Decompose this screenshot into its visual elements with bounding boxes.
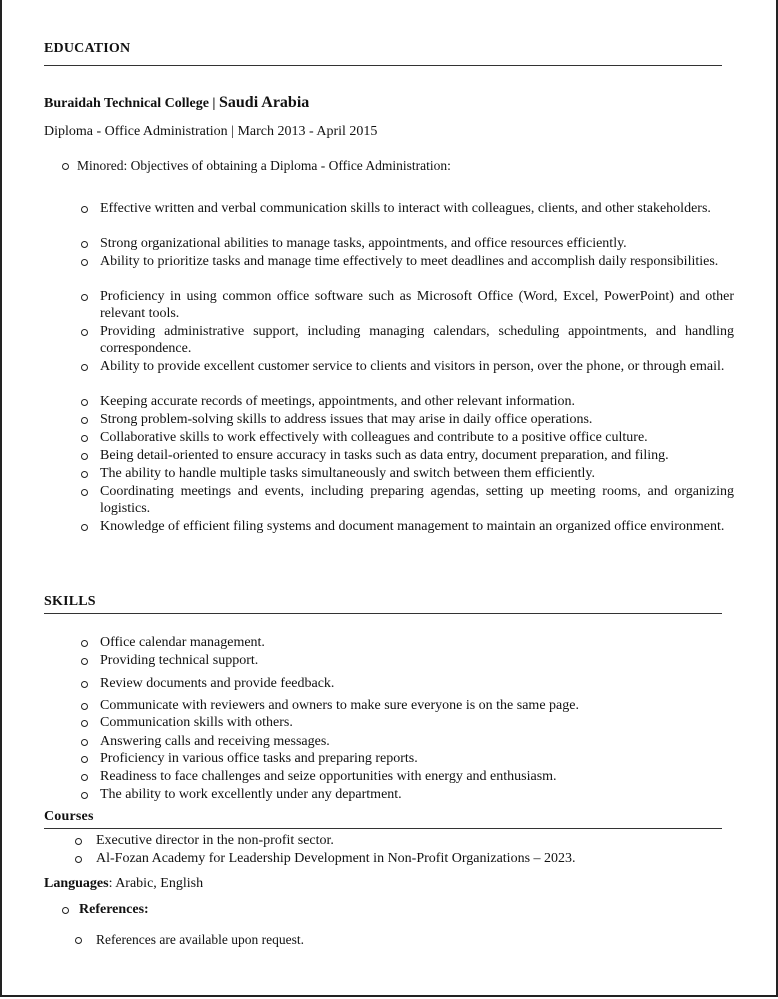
courses-heading: Courses	[44, 809, 94, 824]
objective-item: Effective written and verbal communication skills to interact with colleagues, clients, and other stakeholders.	[100, 201, 711, 216]
objective-item: Ability to provide excellent customer service to clients and visitors in person, over the phone, or through email.	[100, 359, 725, 374]
skills-rule	[44, 613, 722, 614]
bullet-icon	[75, 937, 82, 944]
bullet-icon	[81, 471, 88, 478]
bullet-icon	[81, 206, 88, 213]
objective-item: Proficiency in using common office software such as Microsoft Office (Word, Excel, PowerPoint) and other relevant tools.	[100, 289, 734, 321]
objective-item: Collaborative skills to work effectively with colleagues and contribute to a positive office culture.	[100, 430, 648, 445]
institution-line	[44, 94, 309, 112]
diploma-line: Diploma - Office Administration | March 2013 - April 2015	[44, 124, 378, 139]
objective-item: Keeping accurate records of meetings, appointments, and other relevant information.	[100, 394, 576, 409]
objective-item: The ability to handle multiple tasks simultaneously and switch between them efficiently.	[100, 466, 595, 481]
skill-item: Readiness to face challenges and seize opportunities with energy and enthusiasm.	[100, 769, 557, 784]
objective-item: Being detail-oriented to ensure accuracy in tasks such as data entry, document preparation, and filing.	[100, 448, 669, 463]
bullet-icon	[62, 907, 69, 914]
skill-item: Proficiency in various office tasks and preparing reports.	[100, 751, 418, 766]
objective-item: Strong organizational abilities to manage tasks, appointments, and office resources efficiently.	[100, 236, 627, 251]
references-heading: References:	[79, 902, 149, 917]
bullet-icon	[81, 524, 88, 531]
skill-item: Answering calls and receiving messages.	[100, 734, 330, 749]
bullet-icon	[81, 774, 88, 781]
bullet-icon	[81, 241, 88, 248]
institution-country: Saudi Arabia	[219, 94, 310, 111]
bullet-icon	[81, 259, 88, 266]
skill-item: Review documents and provide feedback.	[100, 676, 335, 691]
course-item: Executive director in the non-profit sector.	[96, 833, 334, 848]
bullet-icon	[81, 435, 88, 442]
course-item: Al-Fozan Academy for Leadership Development in Non-Profit Organizations – 2023.	[96, 851, 576, 866]
skill-item: Office calendar management.	[100, 635, 265, 650]
bullet-icon	[81, 703, 88, 710]
bullet-icon	[81, 756, 88, 763]
references-text: References are available upon request.	[96, 932, 305, 947]
objective-item: Coordinating meetings and events, including preparing agendas, setting up meeting rooms, and organizing logistics.	[100, 484, 734, 516]
bullet-icon	[81, 681, 88, 688]
bullet-icon	[81, 329, 88, 336]
bullet-icon	[81, 489, 88, 496]
bullet-icon	[75, 856, 82, 863]
institution-name: Buraidah Technical College |	[44, 96, 216, 111]
bullet-icon	[81, 640, 88, 647]
bullet-icon	[81, 792, 88, 799]
bullet-icon	[81, 720, 88, 727]
skills-heading: SKILLS	[44, 594, 96, 609]
languages-value: : Arabic, English	[108, 876, 204, 891]
objective-item: Providing administrative support, including managing calendars, scheduling appointments, and handling correspondence.	[100, 324, 734, 356]
skill-item: The ability to work excellently under any department.	[100, 787, 402, 802]
objective-item: Strong problem-solving skills to address issues that may arise in daily office operations.	[100, 412, 593, 427]
bullet-icon	[81, 399, 88, 406]
minored-line: Minored: Objectives of obtaining a Diploma - Office Administration:	[77, 158, 451, 173]
bullet-icon	[81, 658, 88, 665]
skill-item: Communication skills with others.	[100, 715, 293, 730]
courses-rule	[44, 828, 722, 829]
bullet-icon	[81, 417, 88, 424]
objective-item: Knowledge of efficient filing systems and document management to maintain an organized office environment.	[100, 519, 725, 534]
education-heading: EDUCATION	[44, 41, 131, 56]
bullet-icon	[81, 294, 88, 301]
objective-item: Ability to prioritize tasks and manage time effectively to meet deadlines and accomplish daily responsibilities.	[100, 254, 719, 269]
skill-item: Communicate with reviewers and owners to make sure everyone is on the same page.	[100, 698, 579, 713]
bullet-icon	[75, 838, 82, 845]
bullet-icon	[81, 739, 88, 746]
bullet-icon	[81, 453, 88, 460]
bullet-icon	[62, 163, 69, 170]
bullet-icon	[81, 364, 88, 371]
skill-item: Providing technical support.	[100, 653, 259, 668]
languages-label: Languages	[44, 876, 109, 891]
languages-line	[44, 875, 203, 892]
education-rule	[44, 65, 722, 66]
